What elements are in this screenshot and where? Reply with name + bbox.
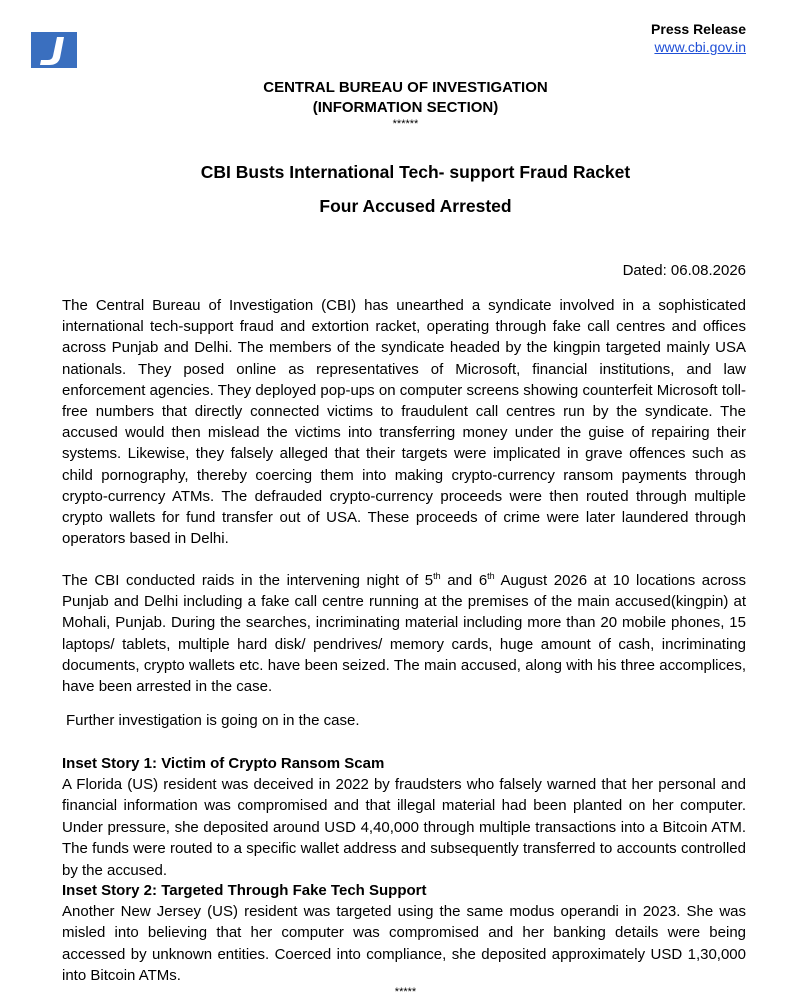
agency-name: CENTRAL BUREAU OF INVESTIGATION bbox=[263, 79, 548, 96]
cbi-logo bbox=[31, 32, 77, 68]
paragraph-2-part-b: and 6 bbox=[440, 572, 488, 589]
body-paragraph-2 bbox=[62, 570, 746, 697]
inset-story-1-text: A Florida (US) resident was deceived in 2022 by fraudsters who falsely warned that her personal and financial information was compromised and that illegal material had been planted on her computer. Under pressure, she deposited around USD 4,40,000 through multiple transactions into a Bitcoin ATM. The funds were routed to a specific wallet address and subsequently transferred to accounts controlled by the accused. bbox=[62, 776, 746, 879]
paragraph-2-part-c: August 2026 at 10 locations across Punjab and Delhi including a fake call centre running at the premises of the main accused(kingpin) at Mohali, Punjab. During the searches, incriminating material including more than 20 mobile phones, 15 laptops/ tablets, multiple hard disk/ pendrives/ memory cards, huge amount of cash, incriminating documents, crypto wallets etc. have been seized. The main accused, along with his three accomplices, have been arrested in the case. bbox=[62, 572, 746, 696]
press-release-label: Press Release bbox=[651, 21, 746, 37]
inset-story-1-heading: Inset Story 1: Victim of Crypto Ransom Scam bbox=[62, 755, 385, 772]
separator: ****** bbox=[392, 118, 419, 130]
page-title: CBI Busts International Tech- support Fraud Racket bbox=[200, 162, 631, 182]
paragraph-2-part-a: The CBI conducted raids in the intervening night of 5 bbox=[62, 572, 434, 589]
website-link[interactable]: www.cbi.gov.in bbox=[654, 39, 746, 55]
end-marker: ***** bbox=[394, 986, 417, 998]
agency-section: (INFORMATION SECTION) bbox=[312, 99, 499, 116]
inset-story-2-heading: Inset Story 2: Targeted Through Fake Tech Support bbox=[62, 882, 427, 899]
body-paragraph-3: Further investigation is going on in the case. bbox=[66, 712, 360, 729]
agency-heading bbox=[0, 78, 811, 130]
page-subtitle: Four Accused Arrested bbox=[319, 196, 512, 216]
ordinal-suffix-2: th bbox=[487, 571, 495, 581]
body-paragraph-1: The Central Bureau of Investigation (CBI) has unearthed a syndicate involved in a sophisticated international tech-support fraud and extortion racket, operating through fake call centres and offices across Punjab and Delhi. The members of the syndicate headed by the kingpin targeted mainly USA nationals. They posed online as representatives of Microsoft, financial institutions, and law enforcement agencies. They deployed pop-ups on computer screens showing counterfeit Microsoft toll-free numbers that directly connected victims to fraudulent call centres run by the syndicate. The accused would then mislead the victims into transferring money under the guise of repairing their systems. Likewise, they falsely alleged that their targets were implicated in grave offences such as child pornography, thereby coercing them into making crypto-currency ransom payments through crypto-currency ATMs. The defrauded crypto-currency proceeds were then routed through multiple crypto wallets for fund transfer out of USA. These proceeds of crime were later laundered through operators based in Delhi. bbox=[62, 297, 746, 548]
inset-story-2-text: Another New Jersey (US) resident was targeted using the same modus operandi in 2023. She was misled into believing that her computer was compromised and her banking details were being accessed by unknown entities. Coerced into compliance, she deposited approximately USD 1,30,000 into Bitcoin ATMs. bbox=[62, 903, 746, 985]
release-date: Dated: 06.08.2026 bbox=[622, 262, 746, 279]
ordinal-suffix-1: th bbox=[433, 571, 441, 581]
header-right bbox=[651, 20, 746, 56]
